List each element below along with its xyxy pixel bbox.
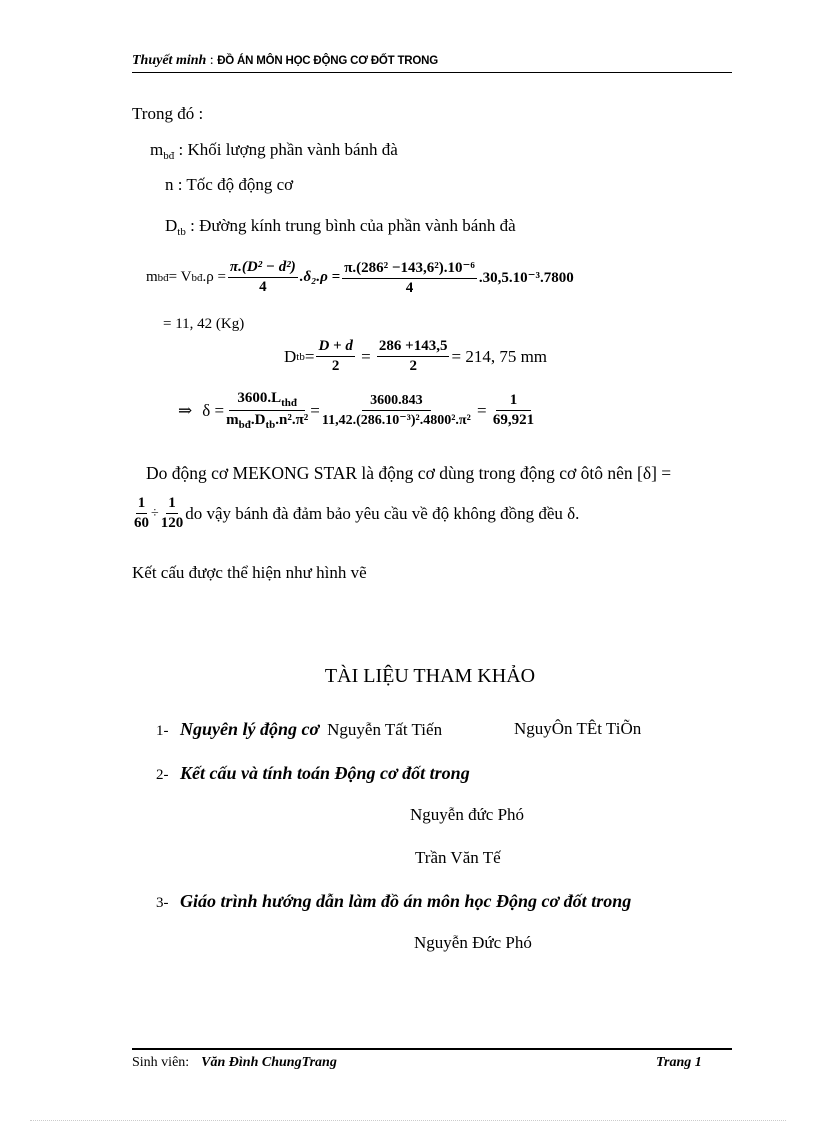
ref-2-author-1: Nguyễn đức Phó [410,805,525,824]
eq-delta-fraction-3 [493,392,534,429]
def-mass [150,140,398,162]
eq-mass-f1-den: 4 [259,279,267,295]
footer-student [132,1055,337,1071]
eq-delta-f1-den: m [226,412,239,428]
eq-delta-f1-num-sub: thđ [281,397,298,409]
eq-dtb-f2-den: 2 [409,358,417,374]
eq-dtb-f2-num: 286 +143,5 [377,338,450,357]
def-mass-symbol: m [150,140,164,159]
footer-student-name: Văn Đình ChungTrang [201,1055,337,1070]
eq-mass-v-sub: bđ [191,271,203,284]
eq-dtb-f1-den: 2 [331,358,340,374]
eq-mass-fraction-2 [342,258,477,297]
footer-rule [132,1048,732,1050]
paragraph-tolerance: Do động cơ MEKONG STAR là động cơ dùng trong động cơ ôtô nên [δ] = [146,463,672,483]
def-speed-symbol: n [165,175,174,194]
header-separator: : [206,53,218,68]
ref-1-author-2: NguyÔn TÊt TiÕn [514,719,642,738]
header-label: Thuyết minh [132,53,207,68]
eq-delta-f1-den-sub: bđ [238,419,251,431]
def-diameter-sub: tb [177,226,186,238]
eq-mass-f2-den: 4 [405,280,414,296]
tol-f2-num: 1 [166,495,178,514]
eq-mass-fraction-1 [228,259,298,296]
ref-2-title: Kết cấu và tính toán Động cơ đốt trong [180,763,470,783]
equation-dtb: D tb = $\frac{D + d}{2}$ = $\frac{286 +143,5}{2}$ = 214, 75 mm [284,338,548,374]
eq-dtb-lhs: D [284,346,297,366]
implies-arrow-icon: ⇒ [178,400,193,420]
tolerance-fraction-2 [161,495,184,532]
def-speed-text: : Tốc độ động cơ [173,175,294,194]
eq-mass-lhs-sub: bđ [157,271,169,284]
footer-page-label: Trang 1 [656,1055,702,1070]
eq-delta-fraction-1 [226,390,308,431]
eq-mass-rho: .ρ = [202,269,226,285]
ref-1-number: 1- [156,723,169,739]
reference-item-1 [156,719,442,740]
def-diameter-symbol: D [165,216,178,235]
footer-page-number [656,1055,702,1071]
ref-2-author-2: Trần Văn Tế [415,848,501,867]
eq-dtb-fraction-2 [377,338,450,375]
eq-delta-f3-den: 69,921 [492,412,535,428]
paragraph-tolerance-cont [132,495,579,532]
ref-3-author-1: Nguyễn Đức Phó [414,933,532,952]
eq-delta-f1-num: 3600.L [237,390,282,406]
eq-delta-fraction-2 [322,393,471,429]
tol-text: do vậy bánh đà đảm bảo yêu cầu về độ không đồng đều δ. [185,503,580,523]
tol-f1-den: 60 [134,515,149,531]
tolerance-fraction-1 [134,495,149,532]
eq-delta-f2-num: 3600.843 [362,393,431,411]
ref-3-title: Giáo trình hướng dẫn làm đồ án môn học Động cơ đốt trong [180,891,632,911]
page-bottom-border [30,1120,786,1121]
eq-delta-f3-num: 1 [496,392,532,411]
eq-delta-f1-den-sub2: tb [265,419,276,431]
eq-mass-tail: .30,5.10⁻³.7800 [478,270,574,286]
def-speed [165,175,293,195]
ref-1-title: Nguyên lý động cơ [180,719,320,739]
tol-divide-sign: ÷ [151,505,159,521]
eq-mass-mid: .δ₂.ρ = [299,269,341,285]
ref-1-author-1: Nguyễn Tất Tiến [327,720,443,739]
eq-mass-result: = 11, 42 (Kg) [163,316,245,332]
reference-item-2 [156,763,470,784]
def-mass-text: : Khối lượng phần vành bánh đà [174,140,398,159]
tol-f2-den: 120 [160,515,184,531]
paragraph-structure: Kết cấu được thể hiện như hình vẽ [132,563,367,582]
def-diameter-text: : Đường kính trung bình của phần vành bánh đà [185,216,516,235]
eq-mass-f2-num: π.(286² −143,6²).10⁻⁶ [342,258,477,279]
eq-dtb-result: = 214, 75 mm [451,346,548,366]
eq-dtb-lhs-sub: tb [296,350,305,363]
def-mass-sub: bđ [163,150,175,162]
tol-f1-num: 1 [136,495,148,514]
eq-dtb-f1-num: D + d [316,338,354,357]
eq-mass-v: = V [168,269,192,285]
page-header [132,53,438,69]
def-diameter [165,216,516,238]
eq-delta-f2-den: 11,42.(286.10⁻³)².4800².π² [321,412,471,428]
eq-dtb-eq: = [304,346,315,366]
footer-label: Sinh viên: [132,1055,190,1070]
header-title: ĐỒ ÁN MÔN HỌC ĐỘNG CƠ ĐỐT TRONG [217,55,439,67]
equation-delta: ⇒ δ = $\frac{3600.L_{thđ}}{m_{bđ}.D_{tb}.n^2.\pi^2}$ = $\frac{3600.843}{\text{11,42.(286.10⁻³)².4800².π²}}$ = $\frac{1}{69,921}$ [178,390,535,431]
eq-delta-lhs: δ = [202,400,225,420]
eq-delta-f1-den-rest: .D [250,412,266,428]
eq-mass-f1-num: π.(D² − d²) [228,259,298,278]
references-heading: TÀI LIỆU THAM KHẢO [324,665,536,687]
ref-2-number: 2- [156,767,169,783]
eq-dtb-fraction-1 [316,338,354,375]
eq-delta-f1-den-tail: .n².π² [275,412,309,428]
equation-mass [146,258,574,297]
ref-3-number: 3- [156,895,169,911]
intro-text: Trong đó : [132,104,204,123]
header-rule [132,72,732,73]
reference-item-3 [156,891,631,912]
eq-mass-lhs: m [146,269,158,285]
